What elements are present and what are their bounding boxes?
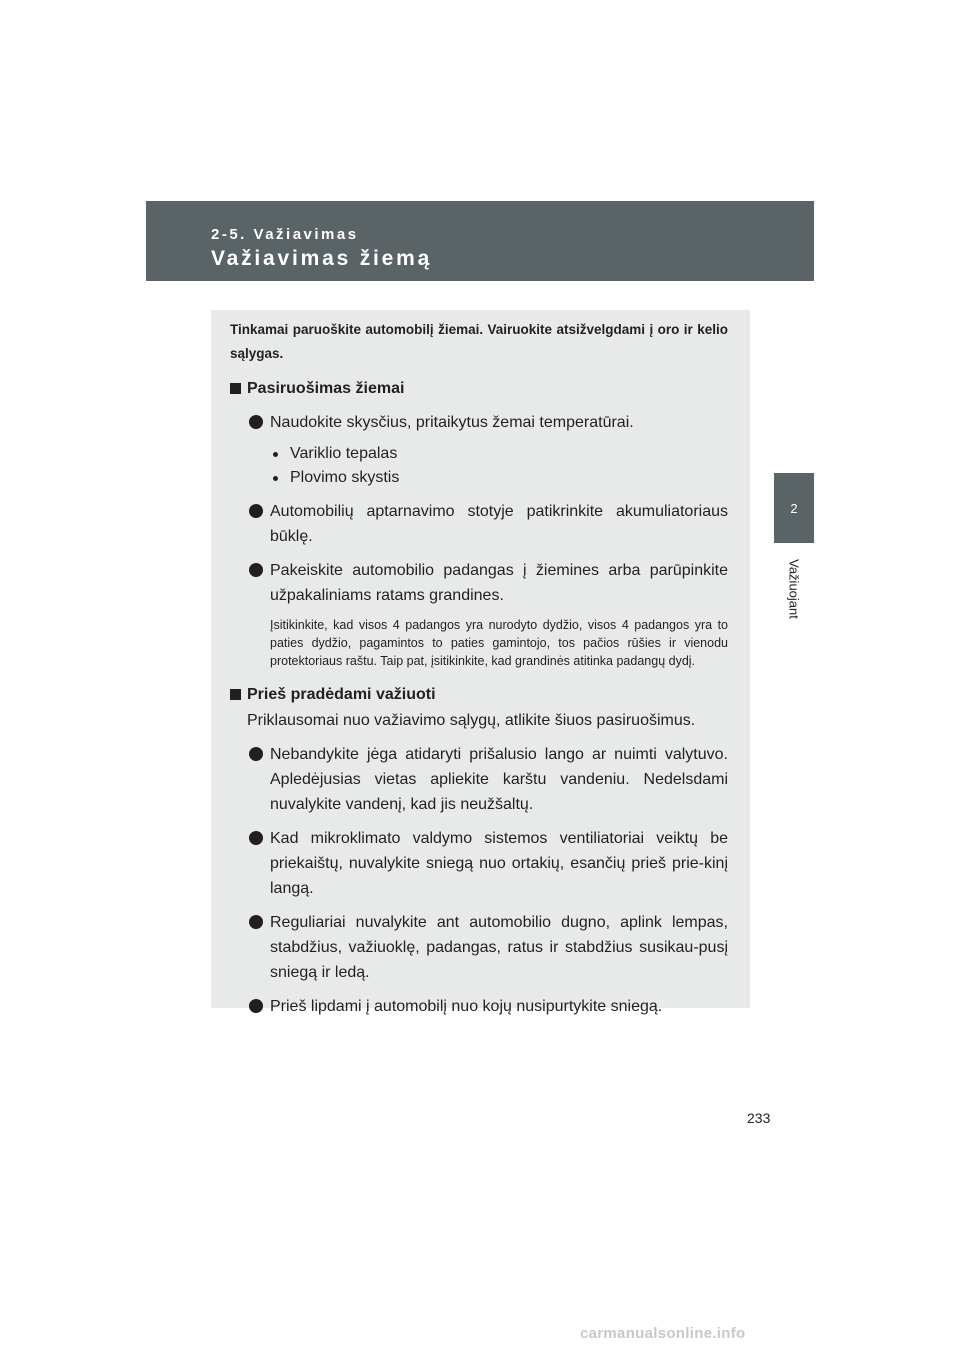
- dot-bullet-icon: [249, 504, 263, 518]
- intro-text: Tinkamai paruoškite automobilį žiemai. Vairuokite atsižvelgdami į oro ir kelio sąlygas.: [230, 322, 728, 361]
- watermark: carmanualsonline.info: [580, 1325, 746, 1342]
- section-heading-before-driving: [230, 682, 728, 707]
- list-item-text: Pakeiskite automobilio padangas į žiemines arba parūpinkite užpakaliniams ratams grandines.: [270, 562, 728, 604]
- square-bullet-icon: [230, 689, 241, 700]
- dot-bullet-icon: [249, 831, 263, 845]
- content-box: [211, 310, 750, 1015]
- dot-bullet-icon: [249, 747, 263, 761]
- list-item-text: Nebandykite jėga atidaryti prišalusio lango ar nuimti valytuvo. Apledėjusias vietas apliekite karštu vandeniu. Nedelsdami nuvalykite vandenį, kad jis neužšaltų.: [270, 746, 728, 813]
- square-bullet-icon: [230, 383, 241, 394]
- section-heading-label: Pasiruošimas žiemai: [247, 380, 405, 397]
- list-item-text: Kad mikroklimato valdymo sistemos ventiliatoriai veiktų be priekaištų, nuvalykite sniegą nuo ortakių, esančių prieš prie-kinį langą.: [270, 830, 728, 897]
- content: [230, 318, 728, 1019]
- header-band: [146, 201, 814, 281]
- section-heading-winter-prep: [230, 376, 728, 401]
- chapter-number: 2: [790, 500, 798, 516]
- small-bullet-icon: [273, 452, 278, 457]
- list-item-text: Reguliariai nuvalykite ant automobilio dugno, aplink lempas, stabdžius, važiuoklę, padangas, ratus ir stabdžius susikau-pusį sniegą ir ledą.: [270, 914, 728, 981]
- page-title: Važiavimas žiemą: [211, 247, 433, 270]
- list-item: [230, 410, 728, 435]
- list-item-text: Automobilių aptarnavimo stotyje patikrinkite akumuliatoriaus būklę.: [270, 503, 728, 545]
- list-item: [230, 558, 728, 608]
- chapter-title: Važiuojant: [786, 559, 802, 619]
- sub-list-item-text: Variklio tepalas: [290, 445, 398, 462]
- list-item-text: Prieš lipdami į automobilį nuo kojų nusipurtykite sniegą.: [270, 998, 663, 1015]
- paragraph: Priklausomai nuo važiavimo sąlygų, atlikite šiuos pasiruošimus.: [247, 712, 696, 729]
- dot-bullet-icon: [249, 999, 263, 1013]
- sub-list-item-text: Plovimo skystis: [290, 469, 400, 486]
- sub-list-item: [270, 442, 728, 466]
- note-text: Įsitikinkite, kad visos 4 padangos yra nurodyto dydžio, visos 4 padangos yra to paties dydžio, pagamintos to paties gamintojo, tos pačios rūšies ir vienodu protektoriaus raštu. Taip pat, įsitikinkite, kad grandinės atitinka padangų dydį.: [270, 618, 728, 668]
- list-item: [230, 910, 728, 985]
- sub-list-item: [270, 466, 728, 490]
- section-heading-label: Prieš pradėdami važiuoti: [247, 686, 436, 703]
- list-item: [230, 826, 728, 901]
- list-item-text: Naudokite skysčius, pritaikytus žemai temperatūrai.: [270, 414, 634, 431]
- chapter-tab: [774, 473, 814, 543]
- section-label: 2-5. Važiavimas: [211, 226, 359, 243]
- dot-bullet-icon: [249, 563, 263, 577]
- dot-bullet-icon: [249, 415, 263, 429]
- dot-bullet-icon: [249, 915, 263, 929]
- list-item: [230, 499, 728, 549]
- list-item: [230, 742, 728, 817]
- page-number: 233: [747, 1110, 771, 1126]
- list-item: [230, 994, 728, 1019]
- small-bullet-icon: [273, 476, 278, 481]
